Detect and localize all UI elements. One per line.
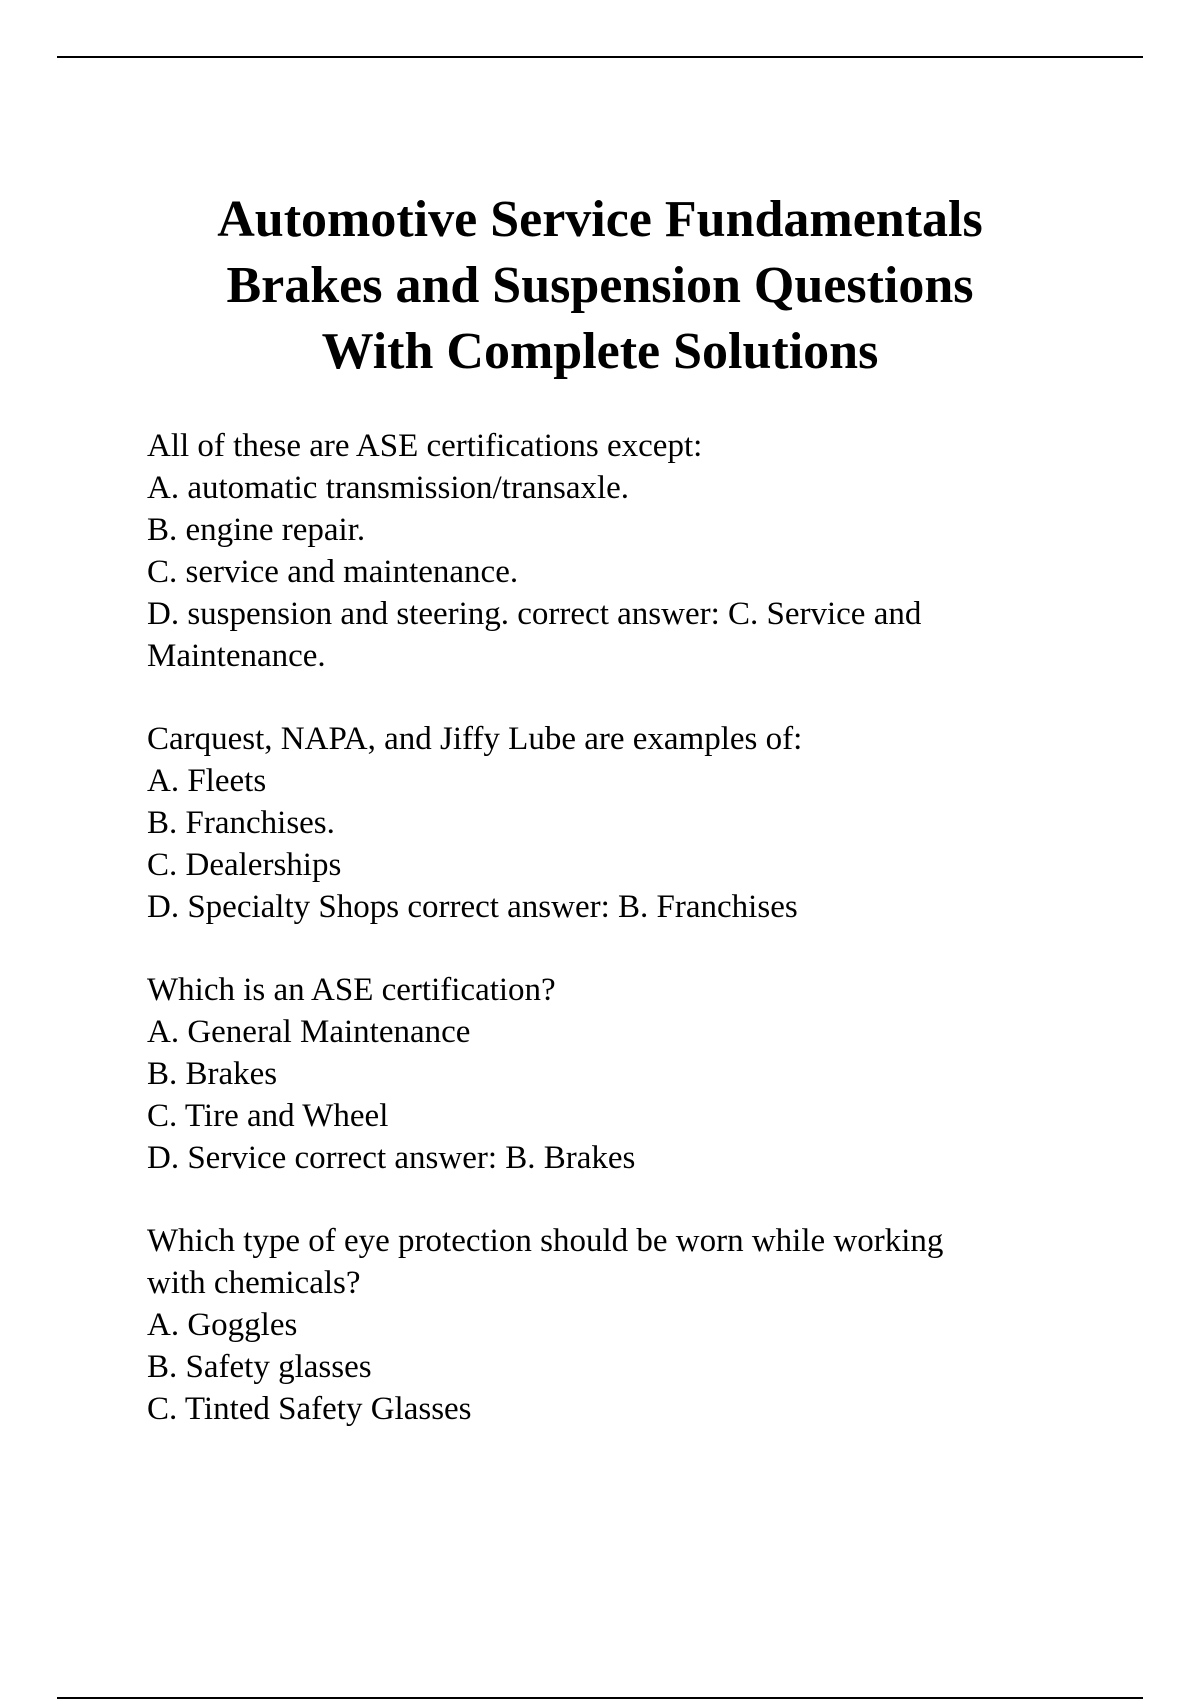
question-text: Which type of eye protection should be worn while working xyxy=(147,1223,944,1259)
question-block-3 xyxy=(147,969,1047,1179)
answer-option: D. Service correct answer: B. Brakes xyxy=(147,1140,636,1176)
answer-option: B. Safety glasses xyxy=(147,1349,372,1385)
answer-option: D. Specialty Shops correct answer: B. Franchises xyxy=(147,889,798,925)
answer-option: C. Tinted Safety Glasses xyxy=(147,1391,472,1427)
answer-option: B. engine repair. xyxy=(147,512,366,548)
answer-option: A. General Maintenance xyxy=(147,1014,471,1050)
answer-option: B. Franchises. xyxy=(147,805,335,841)
answer-option: C. service and maintenance. xyxy=(147,554,519,590)
answer-option: C. Tire and Wheel xyxy=(147,1098,389,1134)
answer-option: A. automatic transmission/transaxle. xyxy=(147,470,630,506)
question-list xyxy=(147,425,1047,1471)
answer-option: A. Goggles xyxy=(147,1307,298,1343)
title-line: With Complete Solutions xyxy=(321,323,879,380)
answer-option: A. Fleets xyxy=(147,763,267,799)
question-text-continuation: with chemicals? xyxy=(147,1265,361,1301)
question-text: Which is an ASE certification? xyxy=(147,972,556,1008)
answer-option: D. suspension and steering. correct answer: C. Service and xyxy=(147,596,922,632)
question-block-1 xyxy=(147,425,1047,677)
title-line: Automotive Service Fundamentals xyxy=(217,191,983,248)
question-text: Carquest, NAPA, and Jiffy Lube are examples of: xyxy=(147,721,803,757)
question-block-4 xyxy=(147,1220,1047,1430)
answer-option: B. Brakes xyxy=(147,1056,278,1092)
title-line: Brakes and Suspension Questions xyxy=(226,257,974,314)
answer-option: C. Dealerships xyxy=(147,847,342,883)
header-rule xyxy=(57,56,1143,58)
document-title xyxy=(100,187,1100,385)
answer-continuation: Maintenance. xyxy=(147,638,326,674)
footer-rule xyxy=(57,1697,1143,1699)
question-text: All of these are ASE certifications except: xyxy=(147,428,703,464)
question-block-2 xyxy=(147,718,1047,928)
